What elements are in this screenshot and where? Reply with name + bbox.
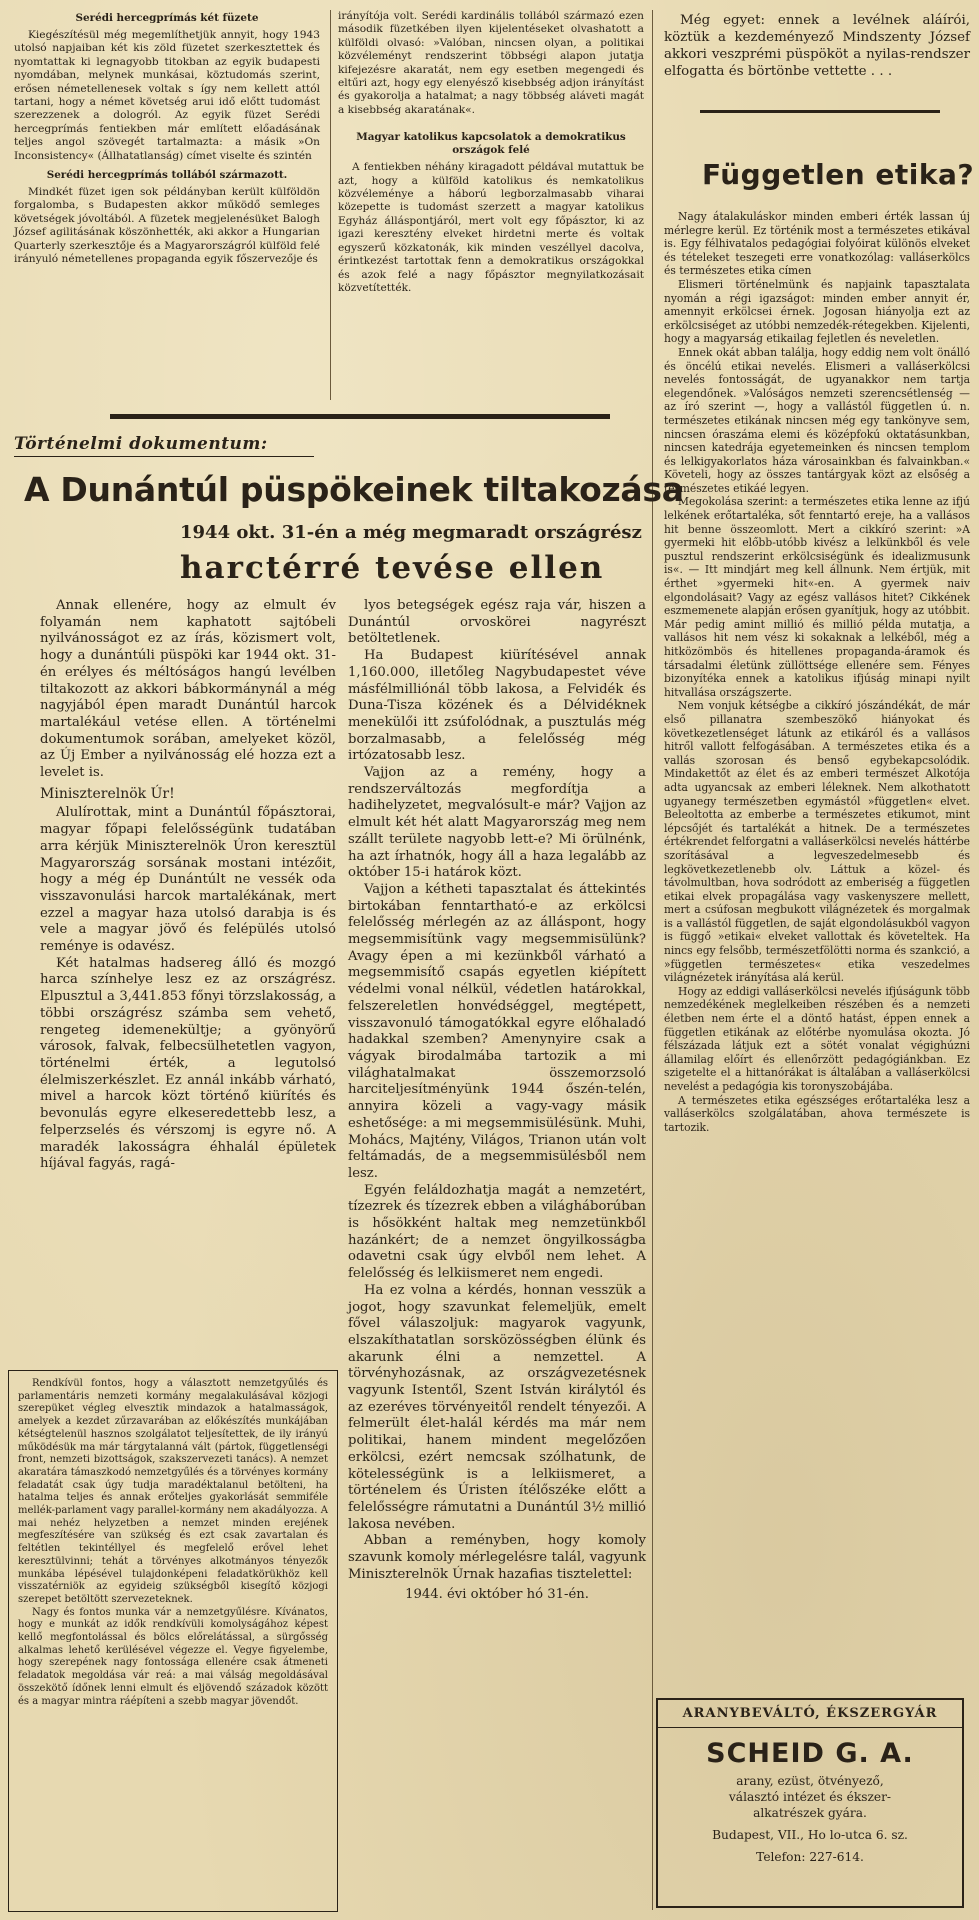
right-top-paragraph: Még egyet: ennek a levélnek aláírói, köztük a kezdeményező Mindszenty József akkori veszprémi püspököt a nyilas-rendszer elfogatta és börtönbe vettette . . . bbox=[664, 13, 970, 79]
right-paragraph: Megokolása szerint: a természetes etika lenne az ifjú lelkének erőtartaléka, sőt fenntartó ereje, ha a vallásos hit benne összeomlott. Mert a cikkíró szerint: »A gyermeki hit előbb-utóbb kivész a lelkünkből és vele pusztul rendszerint erkölcsiségünk és idealizmusunk is«. — Itt mindjárt meg kell állnunk. Nem értjük, mit érthet »gyermeki hit«-en. A gyermek naiv elgondolásait? Vagy az egész vallásos hitet? Cikkének eszmemenete alapján erősen gyanítjuk, hogy az utóbbit. Már pedig amint millió és millió példa mutatja, a vallásos hit nem vész ki sokaknak a lelkéből, még a hitközömbös és hitellenes propaganda-áramok és társadalmi életünk züllöttsége ellenére sem. Fényes bizonyítéka ennek a katolikus ifjúság minapi nyilt hitvallása országszerte. bbox=[664, 495, 970, 699]
left-top-subheading: Serédi hercegprímás tollából származott. bbox=[46, 169, 288, 182]
feature-body-paragraph: Két hatalmas hadsereg álló és mozgó harca színhelye lesz ez az országrész. Elpusztul a 3,441.853 főnyi törzslakosság, a többi országrész számba sem vehető, rengeteg idemenekültje; a gyönyörű városok, falvak, felbecsülhetetlen vagyon, történelmi érték, a legutolsó élelmiszerkészlet. Ez annál inkább várható, mivel a harcok közt történő kiürítés és bevonulás egyre elkeseredettebb lesz, a felperzselés és vérszomj is egyre nő. A maradék lakosságra éhhalál épületek híjával fagyás, ragá- bbox=[40, 955, 336, 1172]
mid-top-paragraph-2: A fentiekben néhány kiragadott példával mutattuk be azt, hogy a külföld katolikus és nemkatolikus közvéleménye a háború legborzalmasabb viharai közepette is tudomást szerzett a magyar katolikus Egyház álláspontjáról, mert volt egy főpásztor, ki az igazi keresztény elveket hirdetni merte és voltak egyszerű közkatonák, kik minden veszéllyel dacolva, érintkezést tartottak fenn a demokratikus országokkal és azok felé a nagy főpásztor megnyilatkozásait közvetítették. bbox=[338, 161, 644, 294]
notice-box-text bbox=[18, 1378, 328, 1708]
feature-body-paragraph: Vajjon az a remény, hogy a rendszerváltozás megfordítja a hadihelyzetet, megvalósult-e már? Vajjon az elmult két hét alatt Magyarország meg nem szállt területe nagyobb lett-e? Mi örülnénk, ha azt írhatnók, hogy áll a haza legalább az október 15-i határok közt. bbox=[348, 765, 646, 881]
right-article-body bbox=[664, 210, 970, 1134]
notice-paragraph-1: Rendkívül fontos, hogy a választott nemzetgyűlés és parlamentáris nemzeti kormány megalakulásával közjogi szerepüket végleg elvesztik mindazok a hatalmasságok, amelyek a kezdet zűrzavarában az előkészítés munkájában kétségtelenül hasznos szolgálatot teljesítettek, de ily irányú működésük ma már tárgytalanná vált (pártok, függetlenségi front, nemzeti bizottságok, szakszervezeti tanács). A nemzet akaratára támaszkodó nemzetgyűlés és a törvényes kormány feladatát csak úgy tudja maradéktalanul betölteni, ha hatalma teljes és annak erőteljes gyakorlását semmiféle mellék-parlament vagy parallel-kormány nem akadályozza. A mai nehéz helyzetben a nemzet minden erejének megfeszítésére van szükség és ezt csak zavartalan és feltétlen tekintéllyel és megfelelő erővel lehet keresztülvinni; tehát a törvényes alkotmányos tényezők munkába lépésével tulajdonképeni feladatkörükhöz kell visszatérniök az egyideig szükségből kisegítő közjogi szerepet betöltött szervezeteknek. bbox=[18, 1378, 328, 1605]
left-top-heading: Serédi hercegprímás két füzete bbox=[75, 12, 259, 24]
ad-tagline: ARANYBEVÁLTÓ, ÉKSZERGYÁR bbox=[658, 1700, 962, 1728]
salutation: Miniszterelnök Úr! bbox=[40, 785, 175, 802]
mid-top-paragraph-1: irányítója volt. Serédi kardinális tollából származó ezen második füzetkében ilyen kijelentéseket olvashatott a külföldi olvasó: »Valóban, nincsen olyan, a politikai közvéleményt rendszerint többségi alapon jutatja kifejezésre akaratát, nem egy esetben megengedi és eltűri azt, hogy egy elenyésző kisebbség adjon irányítást és gyakorolja a hatalmat; a nagy többség aláveti magát a kisebbség akaratának«. bbox=[338, 10, 644, 116]
subheadline-1: 1944 okt. 31-én a még megmaradt országrész bbox=[180, 522, 642, 543]
right-top-note bbox=[664, 12, 970, 80]
ad-phone: Telefon: 227-614. bbox=[756, 1850, 864, 1864]
feature-body-paragraph: lyos betegségek egész raja vár, hiszen a Dunántúl orvoskörei nagyrészt betöltetlenek. bbox=[348, 598, 646, 647]
ad-company-name: SCHEID G. A. bbox=[706, 1738, 914, 1769]
kicker-underline bbox=[14, 456, 314, 457]
left-top-paragraph-2: Mindkét füzet igen sok példányban került külföldön forgalomba, s Budapesten akkor működő semleges követségek jóvoltából. A füzetek megjelenésüket Balogh József agilitásának köszönhették, aki akkor a Hungarian Quarterly szerkesztője és a Magyarországról külföld felé irányuló németellenes propaganda egyik főszervezője és bbox=[14, 186, 320, 266]
subheadline-2: harctérré tevése ellen bbox=[180, 550, 605, 586]
date-line: 1944. évi október hó 31-én. bbox=[405, 1587, 589, 1603]
feature-body-paragraph: Ha ez volna a kérdés, honnan vesszük a jogot, hogy szavunkat felemeljük, emelt fővel válaszoljuk: magyarok vagyunk, elszakíthatatlan sorsközösségben élünk és akarunk élni a nemzettel. A törvényhozásnak, az országvezetésnek vagyunk Istentől, Szent István királytól és az ezeréves törvényeitől rendelt tényezői. A felmerült élet-halál kérdés ma már nem politikai, hanem mindent megelőzően erkölcsi, ezért nemcsak szólhatunk, de kötelességünk is a lelkiismeret, a történelem és Úristen ítélőszéke előtt a felelősségre rámutatni a Dunántúl 3½ millió lakosa nevében. bbox=[348, 1282, 646, 1532]
column-divider bbox=[330, 10, 331, 400]
mid-top-column bbox=[338, 10, 644, 295]
right-headline: Független etika? bbox=[702, 158, 975, 191]
right-paragraph: Nagy átalakuláskor minden emberi érték lassan új mérlegre kerül. Ez történik most a természetes etikával is. Egy félhivatalos pedagógiai folyóirat különös elveket és tételeket teszegeti erre vonatkozólag: valláserkölcs és természetes etika címen bbox=[664, 210, 970, 278]
column-divider bbox=[652, 10, 653, 1910]
ad-line: arany, ezüst, ötvényező, bbox=[736, 1774, 884, 1788]
feature-column-1 bbox=[40, 598, 336, 1173]
feature-body-paragraph: Abban a reményben, hogy komoly szavunk komoly mérlegelésre talál, vagyunk Miniszterelnök Úrnak hazafias tisztelettel: bbox=[348, 1533, 646, 1582]
headline: A Dunántúl püspökeinek tiltakozása bbox=[24, 470, 684, 509]
feature-body-paragraph: Alulírottak, mint a Dunántúl főpásztorai, magyar főpapi felelősségünk tudatában arra kérjük Miniszterelnök Úron keresztül Magyarország sorsának mostani intézőit, hogy a még ép Dunántúlt ne vessék oda visszavonulási harcok martalékának, mert ezzel a magyar haza utolsó darabja is és vele a magyar jövő és felépülés utolsó reménye is odavész. bbox=[40, 805, 336, 955]
notice-paragraph-2: Nagy és fontos munka vár a nemzetgyűlésre. Kívánatos, hogy e munkát az idők rendkívüli komolyságához képest kellő megfontolással és bölcs előrelátással, a sürgősség alkalmas lehető kerülésével végezze el. Vegye figyelembe, hogy szerepének nagy fontossága ellenére csak átmeneti feladatok megoldása vár reá: a mai válság megoldásával összekötő ídőnek lenni elmult és eljövendő századok között és a magyar mintra ráépíteni a szebb magyar jövendőt. bbox=[18, 1606, 328, 1707]
left-top-column bbox=[14, 10, 320, 267]
feature-body-paragraph: Egyén feláldozhatja magát a nemzetért, tízezrek és tízezrek ebben a világháborúban is hősökként haltak meg nemzetünkből hazánkért; de a nemzet öngyilkosságba odavetni csak úgy elvből nem lehet. A felelősség és lelkiismeret nem engedi. bbox=[348, 1182, 646, 1282]
feature-body-paragraph: Ha Budapest kiürítésével annak 1,160.000, illetőleg Nagybudapestet véve másfélmilliónál több lakosa, a Felvidék és Duna-Tisza közének és a Délvidéknek menekülői itt zsúfolódnak, a pusztulás még borzalmasabb, a felelősség még irtózatosabb lesz. bbox=[348, 648, 646, 764]
right-paragraph: Hogy az eddigi valláserkölcsi nevelés ifjúságunk több nemzedékének meglelkeiben részében és a nemzeti életben nem érte el a döntő hatást, éppen ennek a független etikának az előtérbe nyomulása okozta. Jó félszázada látjuk ezt a sötét vonalat végighúzni államilag előírt és ellenőrzött pedagógiánkban. Ez szigetelte el a hittanórákat is általában a valláserkölcsi nevelést a pedagógia kis toronyszobájába. bbox=[664, 984, 970, 1093]
right-paragraph: A természetes etika egészséges erőtartaléka lesz a valláserkölcs szolgálatában, ahova természete is tartozik. bbox=[664, 1093, 970, 1134]
ad-line: alkatrészek gyára. bbox=[753, 1806, 867, 1820]
ad-line: választó intézet és ékszer- bbox=[728, 1790, 892, 1804]
mid-top-subheading: Magyar katolikus kapcsolatok a demokratikus országok felé bbox=[356, 131, 626, 157]
left-top-paragraph-1: Kiegészítésül még megemlíthetjük annyit, hogy 1943 utolsó napjaiban két kis zöld füzetet szerkesztettek és nyomtattak ki legnagyobb titokban az egyik budapesti nyomdában, melynek munkásai, köztudomás szerint, erősen németellenesek voltak s így nem kellett attól tartani, hogy a német követség arui idő előtt tudomást szerezzenek a dologról. Az egyik füzet Serédi hercegprímás fentiekben már említett előadásának teljes angol szövegét tartalmazta: a másik »On Inconsistency« (Állhatatlanság) címet viselte és szintén bbox=[14, 29, 320, 162]
feature-intro: Annak ellenére, hogy az elmult év folyamán nem kaphatott sajtóbeli nyilvánosságot ez az írás, közismert volt, hogy a dunántúli püspöki kar 1944 okt. 31-én erélyes és méltóságos hangú levélben tiltakozott az akkori bábkormánynál a még nagyjából épen maradt Dunántúl harcok martalékául vetése ellen. A történelmi dokumentumok sorában, amelyeket közöl, az Új Ember a nyilvánosság elé hozza ezt a levelet is. bbox=[40, 598, 336, 781]
advertisement-box bbox=[656, 1698, 964, 1908]
kicker: Történelmi dokumentum: bbox=[14, 434, 268, 454]
heavy-rule bbox=[110, 414, 610, 419]
heavy-rule bbox=[700, 110, 940, 113]
right-paragraph: Elismeri történelmünk és napjaink tapasztalata nyomán a régi igazságot: minden ember annyit ér, amennyit erkölcsei érnek. Jogosan hiányolja ezt az erkölcsiséget az utóbbi nemzedék-rétegekben. Kijelenti, hogy a magyarság etikailag fejletlen és neveletlen. bbox=[664, 277, 970, 346]
right-paragraph: Nem vonjuk kétségbe a cikkíró jószándékát, de már első pillanatra szembeszökő hiányokat és következetlenséget látunk az etikáról és a vallásos hitről vallott felfogásában. A természetes etika és a vallás szorosan és benső egybekapcsolódik. Mindakettőt az élet és az emberi természet Alkotója adta ugyancsak az emberi léleknek. Nem alkothatott ugyanegy természetben egymástól »független« elvet. Beleoltotta az emberbe a természetes etikumot, mint lépcsőjét és tartalékát a hitnek. De a természetes értékrendet felforgatni a valláserkölcsi nevelés háttérbe szorításával a legveszedelmesebb és legkövetkezetlenebb olv. Láttuk a közel- és távolmultban, hova sodródott az emberiség a független etikai elvek propagálása vagy vaskenyszere mellett, mert a csúfosan megbukott világnézetek és morgalmak is a vallástól független, de saját elgondolásukból vagyon is függő »etikai« elveket vallottak és követeltek. Ha nincs egy felsőbb, természetfölötti norma és szankció, a »független természetes« etika veszedelmes világnézetek irányítása alá kerül. bbox=[664, 699, 970, 985]
ad-address: Budapest, VII., Ho lo-utca 6. sz. bbox=[712, 1828, 908, 1842]
feature-column-2 bbox=[348, 598, 646, 1604]
feature-body-paragraph: Vajjon a kétheti tapasztalat és áttekintés birtokában fenntartható-e az erkölcsi felelősség mérlegén az az álláspont, hogy megsemmisítünk vagy megsemmisülünk? Avagy épen a mi kezünkből várható a megsemmisítő csapás egyetlen kiépített védelmi vonal nélkül, védetlen határokkal, felszereletlen honvédséggel, megtépett, visszavonuló támogatókkal egyre előhaladó hadakkal szemben? Amenynyire csak a vágyak birodalmába tartozik a mi világhatalmakat összemorzsoló harciteljesítményünk 1944 őszén-telén, annyira közeli a vagy-vagy másik eshetősége: a mi megsemmisülésünk. Muhi, Mohács, Majtény, Világos, Trianon után volt feltámadás, de a megsemmisülésből nem lesz. bbox=[348, 881, 646, 1181]
right-paragraph: Ennek okát abban találja, hogy eddig nem volt önálló és öncélú etikai nevelés. Elismeri a valláserkölcsi nevelés fontosságát, de ugyanakkor nem tartja elegendőnek. »Valóságos nemzeti szerencsétlenség — az író szerint —, hogy a vallástól független ú. n. természetes etikának nincsen még egy tankönyve sem, nincsen óraszáma elemi és középfokú oktatásunkban, nincsen katedrája egyetemeinken és nincsen templom és lelkigyakorlatos háza városainkban és falvainkban.« Követeli, hogy az összes tantárgyak közt az elsőség a természetes etikáé legyen. bbox=[664, 345, 970, 495]
